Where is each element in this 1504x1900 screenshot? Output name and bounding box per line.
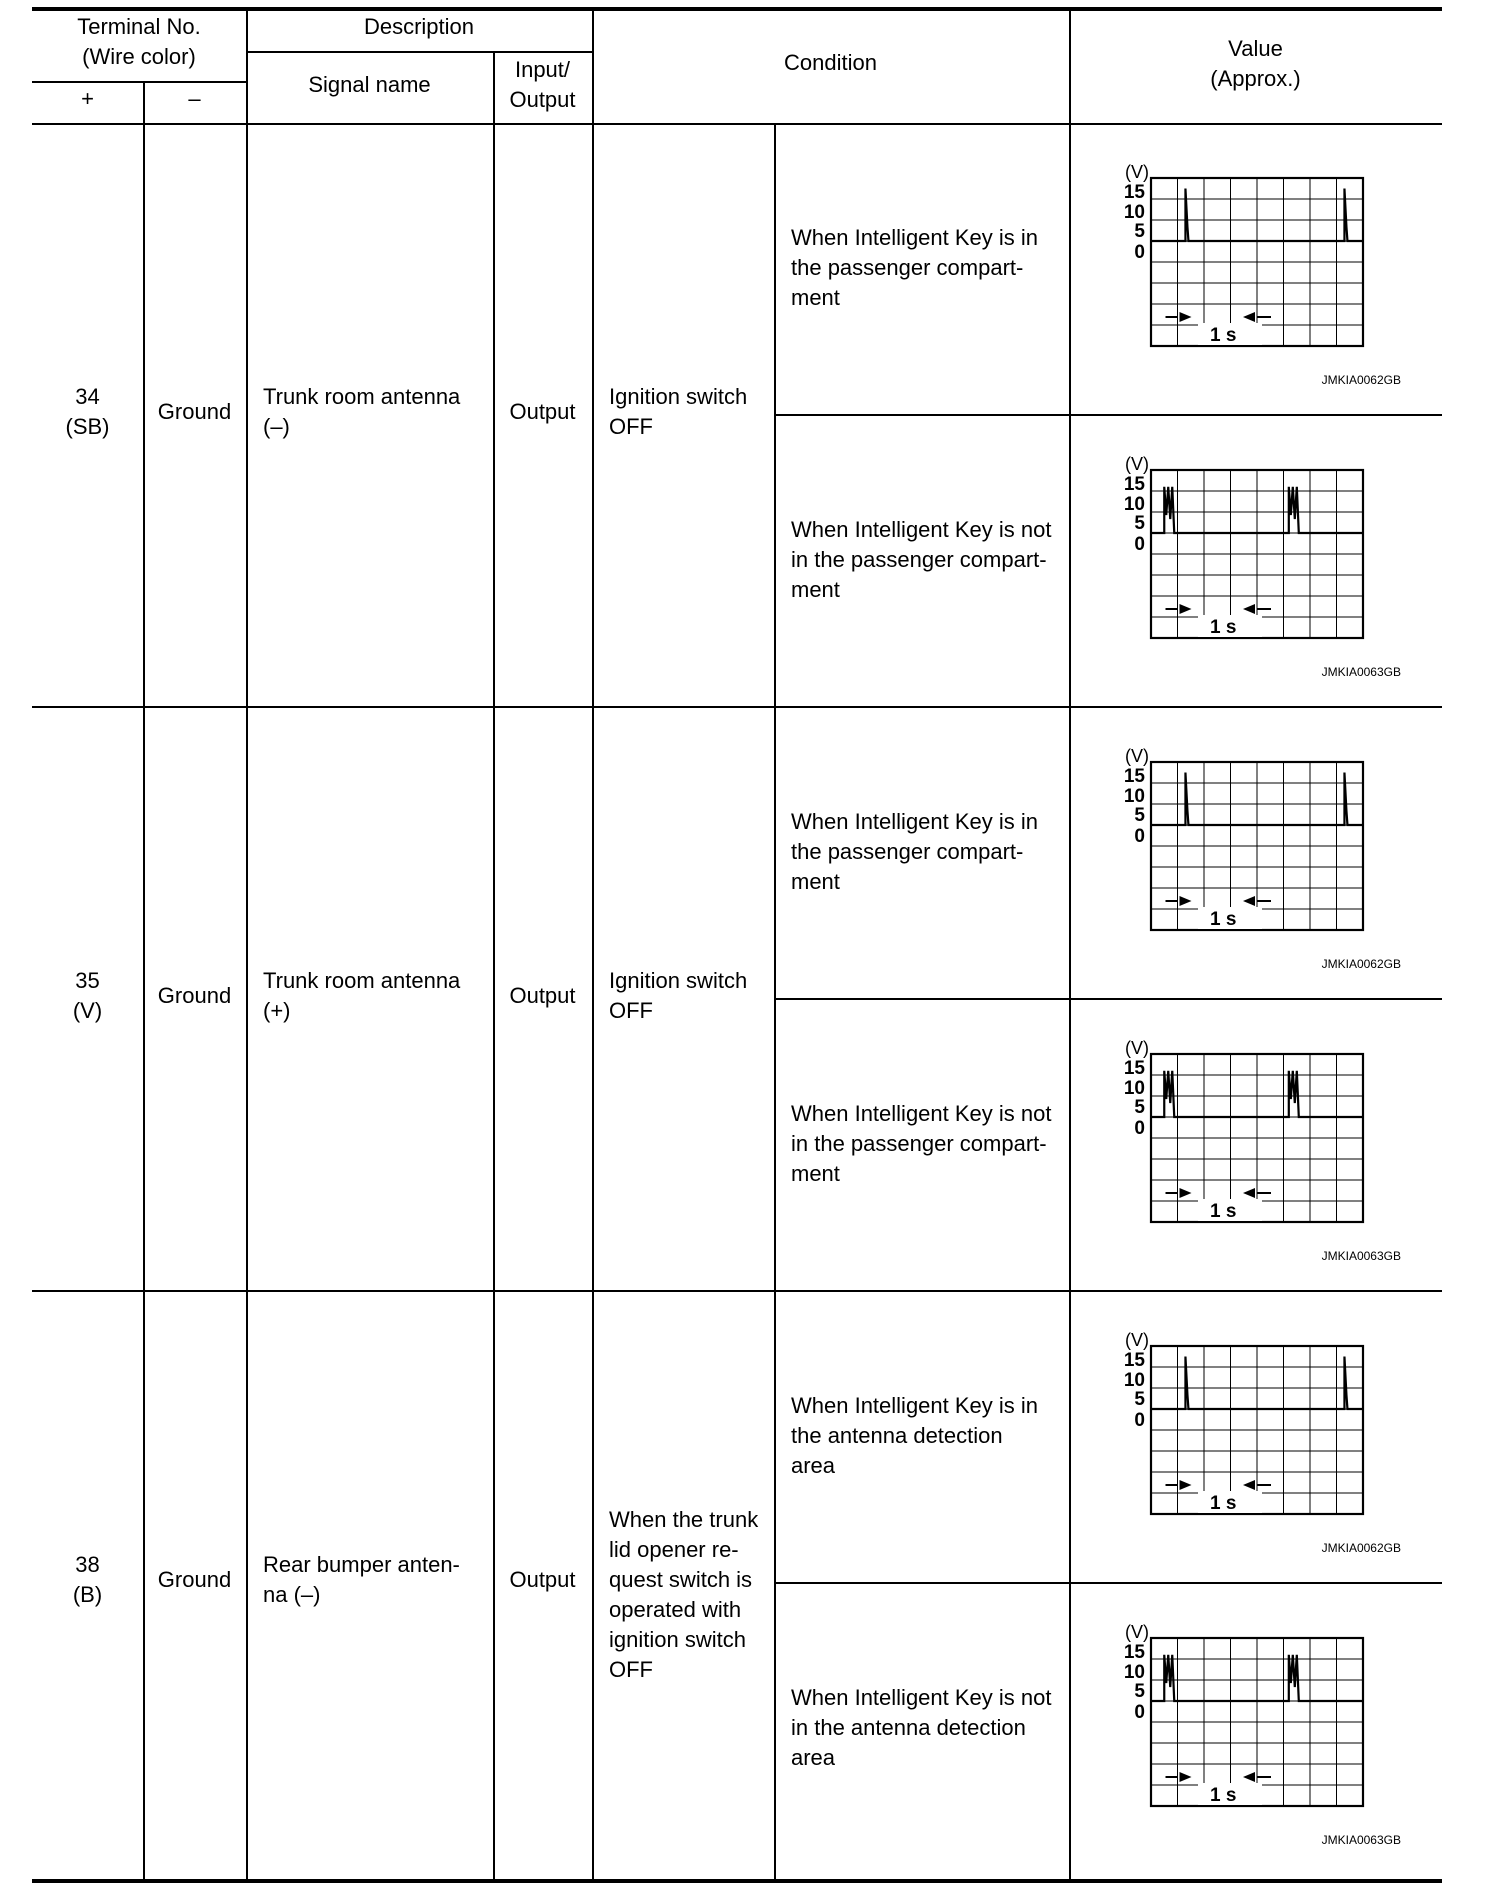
y-tick-label: 0 bbox=[1134, 534, 1145, 555]
unit-label: (V) bbox=[1125, 454, 1149, 474]
header-description: Description bbox=[363, 14, 475, 39]
arrow-icon bbox=[1243, 604, 1255, 614]
arrow-icon bbox=[1243, 312, 1255, 322]
unit-label: (V) bbox=[1125, 1622, 1149, 1642]
arrow-icon bbox=[1180, 1480, 1192, 1490]
row-separator-2 bbox=[32, 1290, 1442, 1292]
sub-condition: When Intelligent Key is in the passenger compart- ment bbox=[791, 809, 1039, 894]
y-tick-label: 5 bbox=[1134, 1389, 1145, 1410]
y-tick-label: 10 bbox=[1123, 202, 1145, 223]
waveform-graph bbox=[1105, 1034, 1405, 1264]
time-label: 1 s bbox=[1210, 909, 1237, 930]
figure-code: JMKIA0062GB bbox=[1321, 373, 1401, 387]
terminal-number: 34 (SB) bbox=[65, 384, 110, 439]
y-tick-label: 10 bbox=[1123, 1370, 1145, 1391]
row-separator-1 bbox=[32, 706, 1442, 708]
y-tick-label: 0 bbox=[1134, 1410, 1145, 1431]
time-label: 1 s bbox=[1210, 1493, 1237, 1514]
y-tick-label: 0 bbox=[1134, 826, 1145, 847]
time-label: 1 s bbox=[1210, 1201, 1237, 1222]
signal-name: Rear bumper anten- na (–) bbox=[263, 1552, 460, 1607]
wire-ground: Ground bbox=[157, 1567, 232, 1592]
y-tick-label: 5 bbox=[1134, 1681, 1145, 1702]
unit-label: (V) bbox=[1125, 1330, 1149, 1350]
subrow-separator-2 bbox=[774, 998, 1442, 1000]
input-output: Output bbox=[509, 399, 576, 424]
time-label: 1 s bbox=[1210, 617, 1237, 638]
figure-code: JMKIA0063GB bbox=[1321, 1249, 1401, 1263]
header-condition: Condition bbox=[784, 50, 877, 75]
y-tick-label: 10 bbox=[1123, 494, 1145, 515]
waveform-graph bbox=[1105, 158, 1405, 388]
sub-condition: When Intelligent Key is not in the passenger compart- ment bbox=[791, 1101, 1052, 1186]
arrow-icon bbox=[1243, 896, 1255, 906]
y-tick-label: 15 bbox=[1123, 1058, 1145, 1079]
input-output: Output bbox=[509, 1567, 576, 1592]
wire-ground: Ground bbox=[157, 399, 232, 424]
y-tick-label: 10 bbox=[1123, 1662, 1145, 1683]
condition: Ignition switch OFF bbox=[609, 384, 748, 439]
header-minus: – bbox=[188, 86, 201, 111]
header-terminal-divider bbox=[32, 81, 246, 83]
figure-code: JMKIA0062GB bbox=[1321, 1541, 1401, 1555]
terminal-number: 38 (B) bbox=[72, 1552, 103, 1607]
waveform-graph bbox=[1105, 450, 1405, 680]
header-input-output: Input/ Output bbox=[509, 57, 576, 112]
sub-condition: When Intelligent Key is in the antenna detection area bbox=[791, 1393, 1039, 1478]
subrow-separator-1 bbox=[774, 414, 1442, 416]
y-tick-label: 5 bbox=[1134, 221, 1145, 242]
y-tick-label: 15 bbox=[1123, 182, 1145, 203]
y-tick-label: 5 bbox=[1134, 513, 1145, 534]
time-label: 1 s bbox=[1210, 1785, 1237, 1806]
condition: When the trunk lid opener re- quest switch is operated with ignition switch OFF bbox=[609, 1507, 759, 1682]
col-line-1 bbox=[143, 81, 145, 1879]
header-terminal-no: Terminal No. (Wire color) bbox=[77, 14, 201, 69]
arrow-icon bbox=[1180, 604, 1192, 614]
sub-condition: When Intelligent Key is not in the passenger compart- ment bbox=[791, 517, 1052, 602]
unit-label: (V) bbox=[1125, 1038, 1149, 1058]
y-tick-label: 5 bbox=[1134, 1097, 1145, 1118]
waveform-graph bbox=[1105, 742, 1405, 972]
subrow-separator-3 bbox=[774, 1582, 1442, 1584]
sub-condition: When Intelligent Key is in the passenger compart- ment bbox=[791, 225, 1039, 310]
col-line-6 bbox=[1069, 9, 1071, 1879]
y-tick-label: 0 bbox=[1134, 1702, 1145, 1723]
y-tick-label: 5 bbox=[1134, 805, 1145, 826]
col-line-5 bbox=[774, 123, 776, 1879]
signal-name: Trunk room antenna (+) bbox=[263, 968, 461, 1023]
arrow-icon bbox=[1180, 1188, 1192, 1198]
unit-label: (V) bbox=[1125, 746, 1149, 766]
y-tick-label: 0 bbox=[1134, 1118, 1145, 1139]
y-tick-label: 10 bbox=[1123, 786, 1145, 807]
y-tick-label: 10 bbox=[1123, 1078, 1145, 1099]
sub-condition: When Intelligent Key is not in the antenna detection area bbox=[791, 1685, 1052, 1770]
figure-code: JMKIA0063GB bbox=[1321, 1833, 1401, 1847]
unit-label: (V) bbox=[1125, 162, 1149, 182]
condition: Ignition switch OFF bbox=[609, 968, 748, 1023]
header-value: Value (Approx.) bbox=[1210, 36, 1301, 91]
y-tick-label: 15 bbox=[1123, 1350, 1145, 1371]
y-tick-label: 15 bbox=[1123, 766, 1145, 787]
figure-code: JMKIA0062GB bbox=[1321, 957, 1401, 971]
col-line-2 bbox=[246, 9, 248, 1879]
time-label: 1 s bbox=[1210, 325, 1237, 346]
arrow-icon bbox=[1243, 1480, 1255, 1490]
arrow-icon bbox=[1243, 1772, 1255, 1782]
arrow-icon bbox=[1243, 1188, 1255, 1198]
header-plus: + bbox=[81, 86, 94, 111]
header-bottom-rule bbox=[32, 123, 1442, 125]
input-output: Output bbox=[509, 983, 576, 1008]
waveform-graph bbox=[1105, 1618, 1405, 1848]
signal-name: Trunk room antenna (–) bbox=[263, 384, 461, 439]
col-line-3 bbox=[493, 51, 495, 1879]
y-tick-label: 0 bbox=[1134, 242, 1145, 263]
figure-code: JMKIA0063GB bbox=[1321, 665, 1401, 679]
top-rule bbox=[32, 7, 1442, 11]
y-tick-label: 15 bbox=[1123, 474, 1145, 495]
wire-ground: Ground bbox=[157, 983, 232, 1008]
bottom-rule bbox=[32, 1879, 1442, 1883]
header-description-divider bbox=[246, 51, 592, 53]
arrow-icon bbox=[1180, 312, 1192, 322]
waveform-graph bbox=[1105, 1326, 1405, 1556]
header-signal-name: Signal name bbox=[308, 72, 431, 97]
col-line-4 bbox=[592, 9, 594, 1879]
arrow-icon bbox=[1180, 1772, 1192, 1782]
y-tick-label: 15 bbox=[1123, 1642, 1145, 1663]
terminal-number: 35 (V) bbox=[72, 968, 103, 1023]
arrow-icon bbox=[1180, 896, 1192, 906]
